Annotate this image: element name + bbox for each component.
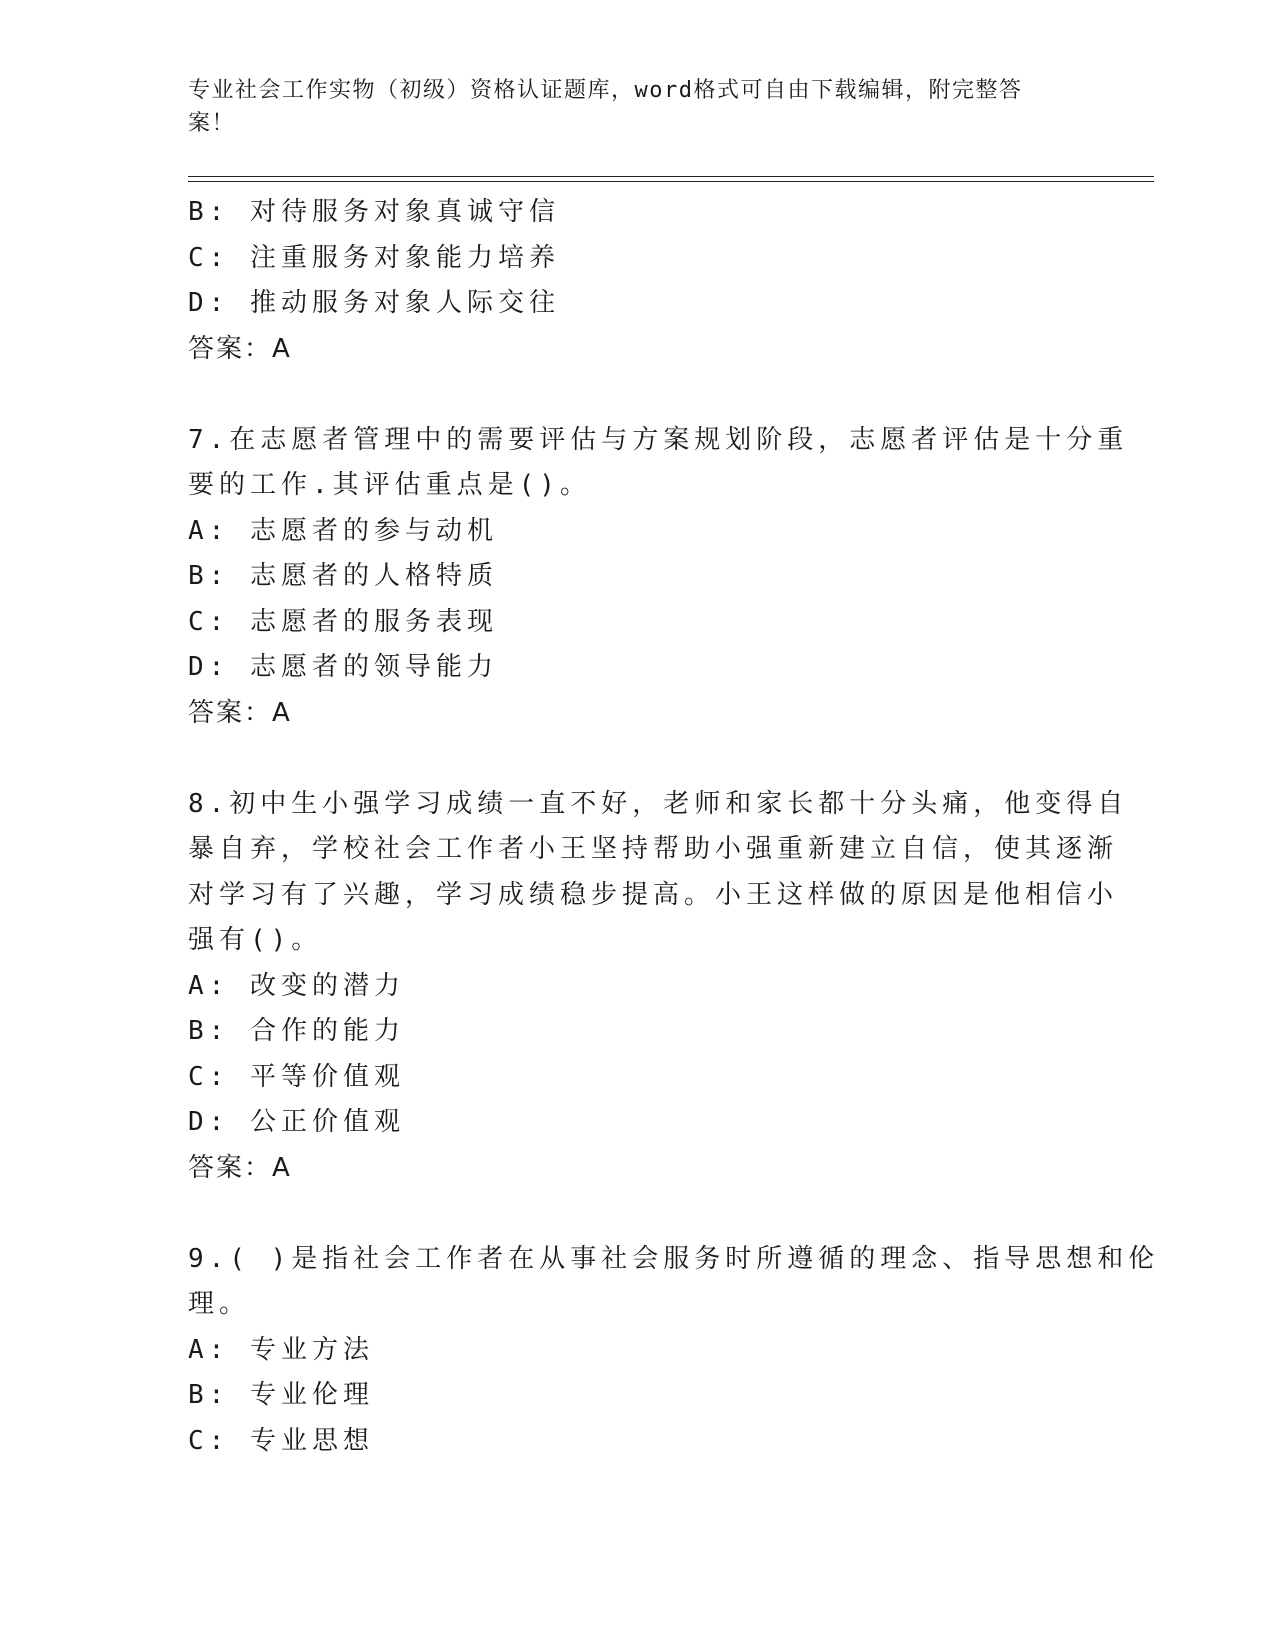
option-letter: A: — [188, 515, 230, 546]
question-7 — [188, 418, 1129, 737]
option-text: 合作的能力 — [249, 1016, 405, 1046]
option-a — [188, 509, 1068, 555]
question-stem-line: 要的工作.其评估重点是()。 — [188, 470, 591, 500]
answer-line: 答案：A — [188, 1152, 292, 1183]
option-text: 志愿者的参与动机 — [249, 515, 498, 546]
question-9 — [188, 1237, 1160, 1465]
option-b — [188, 554, 1068, 600]
option-text: 专业思想 — [249, 1425, 374, 1456]
option-text: 平等价值观 — [249, 1061, 405, 1092]
header-divider-top — [188, 176, 1154, 177]
option-text: 对待服务对象真诚守信 — [249, 197, 560, 227]
option-letter: A: — [188, 1334, 230, 1365]
option-c — [188, 1419, 1068, 1465]
question-stem-line: 9.( )是指社会工作者在从事社会服务时所遵循的理念、指导思想和伦 — [188, 1243, 1160, 1274]
option-letter: B: — [188, 561, 230, 591]
header-divider-bottom — [188, 181, 1154, 182]
option-text: 改变的潜力 — [249, 970, 405, 1001]
option-text: 注重服务对象能力培养 — [249, 242, 560, 273]
answer-line: 答案：A — [188, 333, 292, 364]
answer-line: 答案：A — [188, 697, 292, 728]
option-letter: C: — [188, 1425, 230, 1456]
option-letter: B: — [188, 1016, 230, 1046]
option-d — [188, 1100, 1068, 1146]
question-stem-line: 强有()。 — [188, 925, 323, 955]
question-stem-line: 7.在志愿者管理中的需要评估与方案规划阶段，志愿者评估是十分重 — [188, 424, 1129, 455]
option-letter: B: — [188, 1380, 230, 1410]
option-c — [188, 236, 1068, 282]
option-text: 志愿者的领导能力 — [249, 652, 498, 682]
option-text: 志愿者的服务表现 — [249, 606, 498, 637]
option-c — [188, 600, 1068, 646]
option-b — [188, 1373, 1068, 1419]
question-8 — [188, 782, 1129, 1192]
option-letter: C: — [188, 1061, 230, 1092]
question-stem-line: 理。 — [188, 1289, 251, 1319]
option-letter: D: — [188, 288, 230, 318]
option-text: 志愿者的人格特质 — [249, 561, 498, 591]
question-content — [188, 190, 1160, 1464]
option-a — [188, 1328, 1068, 1374]
option-letter: C: — [188, 242, 230, 273]
option-d — [188, 645, 1068, 691]
option-text: 专业方法 — [249, 1334, 374, 1365]
option-letter: B: — [188, 197, 230, 227]
option-a — [188, 964, 1068, 1010]
spacer — [188, 736, 1068, 782]
header-text: 专业社会工作实物（初级）资格认证题库，word格式可自由下载编辑，附完整答案！ — [188, 78, 1023, 136]
question-stem-line: 对学习有了兴趣，学习成绩稳步提高。小王这样做的原因是他相信小 — [188, 879, 1119, 910]
option-letter: C: — [188, 606, 230, 637]
option-text: 公正价值观 — [249, 1107, 405, 1137]
previous-question-tail — [188, 190, 1068, 372]
option-text: 专业伦理 — [249, 1380, 374, 1410]
option-b — [188, 190, 1068, 236]
spacer — [188, 372, 1068, 418]
option-b — [188, 1009, 1068, 1055]
option-letter: D: — [188, 1107, 230, 1137]
option-c — [188, 1055, 1068, 1101]
question-stem-line: 暴自弃，学校社会工作者小王坚持帮助小强重新建立自信，使其逐渐 — [188, 834, 1119, 864]
spacer — [188, 1191, 1068, 1237]
question-stem-line: 8.初中生小强学习成绩一直不好，老师和家长都十分头痛，他变得自 — [188, 788, 1129, 819]
option-text: 推动服务对象人际交往 — [249, 288, 560, 318]
option-letter: D: — [188, 652, 230, 682]
document-header — [188, 74, 1068, 140]
option-d — [188, 281, 1068, 327]
option-letter: A: — [188, 970, 230, 1001]
